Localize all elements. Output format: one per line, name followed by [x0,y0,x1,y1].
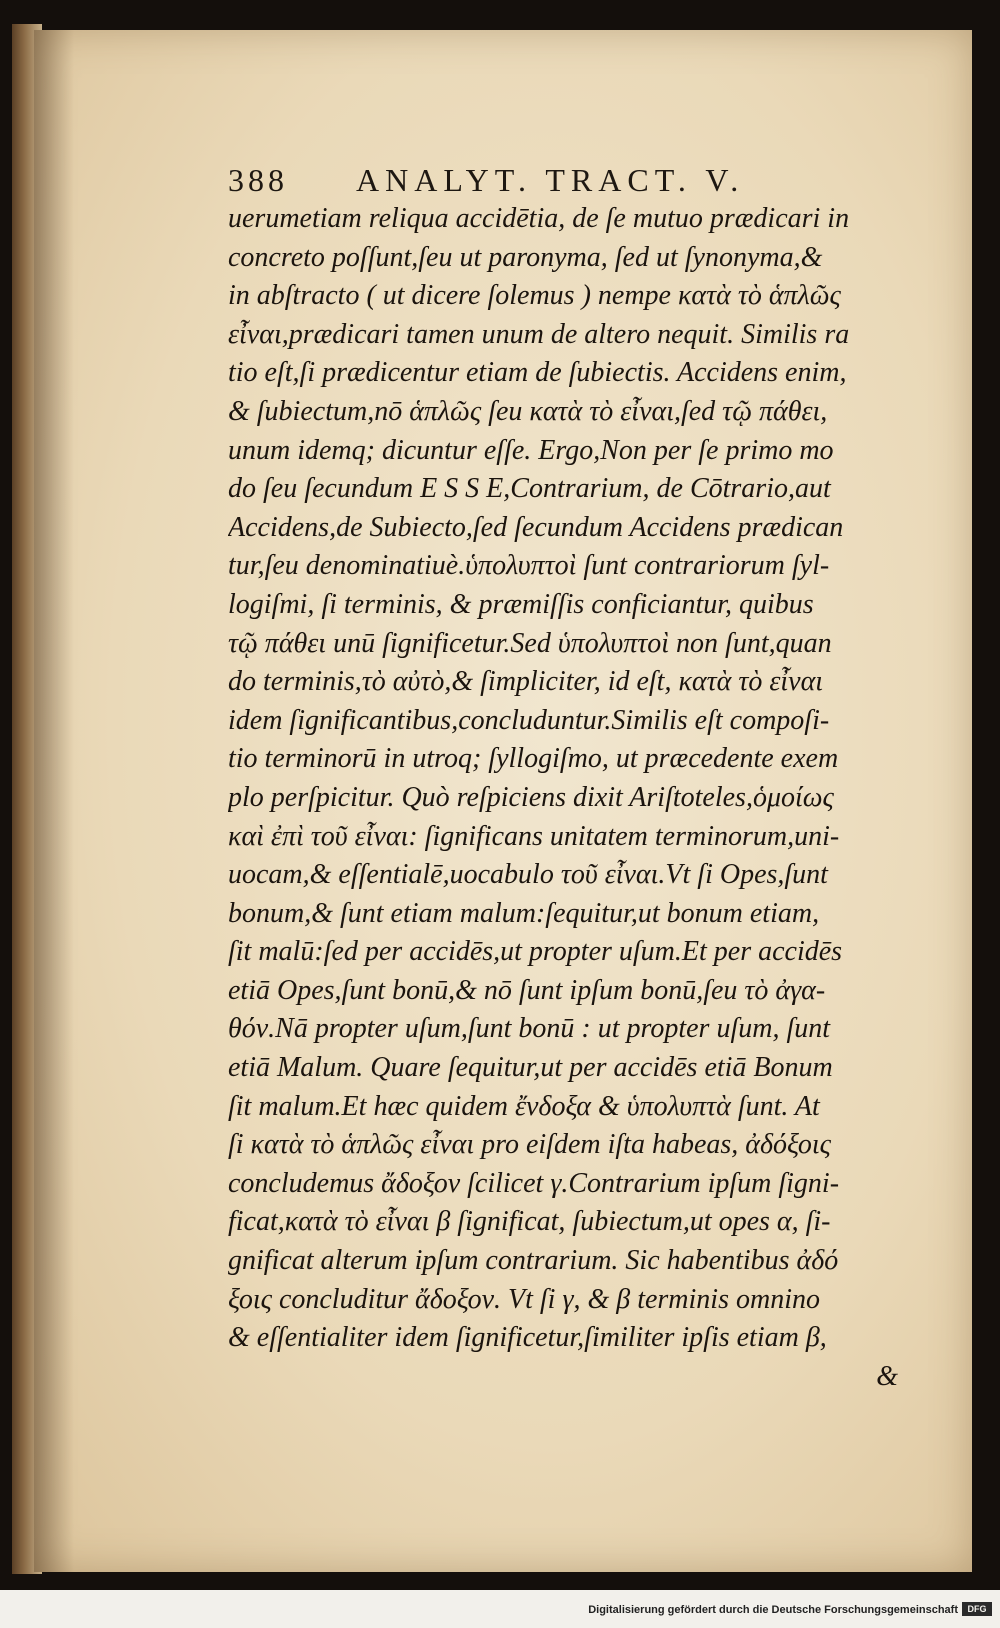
footer-bar [0,1596,1000,1628]
text-line: uocam,& eſſentialē,uocabulo τοῦ εἶναι.Vt ſi Opes,ſunt [228,859,828,891]
text-line: ſit malum.Et hæc quidem ἔνδοξα & ὑπολυπτὰ ſunt. At [228,1090,820,1122]
text-line: τῷ πάθει unū ſignificetur.Sed ὑπολυπτοὶ non ſunt,quan [228,627,832,659]
text-line: θόν.Nā propter uſum,ſunt bonū : ut propter uſum, ſunt [228,1013,830,1045]
text-line: & ſubiectum,nō ἁπλῶς ſeu κατὰ τὸ εἶναι,ſed τῷ πάθει, [228,395,828,427]
text-line: concreto poſſunt,ſeu ut paronyma, ſed ut ſynonyma,& [228,241,823,273]
text-line: tio eſt,ſi prædicentur etiam de ſubiectis. Accidens enim, [228,357,847,389]
text-line: ſi κατὰ τὸ ἁπλῶς εἶναι pro eiſdem iſta habeas, ἀδόξοις [228,1129,831,1161]
text-line: tio terminorū in utroq; ſyllogiſmo, ut præcedente exem [228,743,839,775]
text-line: ξοις concluditur ἄδοξον. Vt ſi γ, & β terminis omnino [228,1283,820,1315]
text-line: ſit malū:ſed per accidēs,ut propter uſum.Et per accidēs [228,936,843,968]
text-line: concludemus ἄδοξον ſcilicet γ.Contrarium ipſum ſigni- [228,1167,840,1199]
text-line: do ſeu ſecundum E S S E,Contrarium, de Cōtrario,aut [228,473,831,505]
text-line: logiſmi, ſi terminis, & præmiſſis conficiantur, quibus [228,588,814,620]
page-number: 388 [228,162,288,198]
text-line: plo perſpicitur. Quò reſpiciens dixit Ariſtoteles,ὁμοίως [228,781,834,813]
text-line: uerumetiam reliqua accidētia, de ſe mutuo prædicari in [228,203,850,234]
text-line: tur,ſeu denominatiuè.ὑπολυπτοὶ ſunt contrariorum ſyl- [228,550,830,582]
funding-credit: Digitalisierung gefördert durch die Deutsche Forschungsgemeinschaft [588,1604,958,1616]
text-line: bonum,& ſunt etiam malum:ſequitur,ut bonum etiam, [228,897,820,929]
text-line: etiā Opes,ſunt bonū,& nō ſunt ipſum bonū,ſeu τὸ ἀγα- [228,974,826,1006]
text-line: unum idemq; dicuntur eſſe. Ergo,Non per ſe primo mo [228,434,834,466]
dfg-logo: DFG [962,1602,992,1616]
text-line: εἶναι,prædicari tamen unum de altero nequit. Similis ra [228,318,850,350]
gutter-shadow [34,30,74,1572]
text-line: gnificat alterum ipſum contrarium. Sic habentibus ἀδό [228,1245,839,1277]
text-line: do terminis,τὸ αὐτὸ,& ſimpliciter, id eſt, κατὰ τὸ εἶναι [228,666,824,698]
running-title: ANALYT. TRACT. V. [356,162,745,198]
text-line: etiā Malum. Quare ſequitur,ut per accidēs etiā Bonum [228,1052,833,1084]
text-line: & eſſentialiter idem ſignificetur,ſimiliter ipſis etiam β, [228,1322,827,1354]
text-line: idem ſignificantibus,concluduntur.Similis eſt compoſi- [228,704,830,736]
text-line: ficat,κατὰ τὸ εἶναι β ſignificat, ſubiectum,ut opes α, ſi- [228,1206,831,1238]
catchword: & [876,1360,898,1392]
text-line: in abſtracto ( ut dicere ſolemus ) nempe κατὰ τὸ ἁπλῶς [228,280,841,312]
body-text [228,200,898,1396]
text-line: Accidens,de Subiecto,ſed ſecundum Accidens prædican [228,511,844,543]
text-line: καὶ ἐπὶ τοῦ εἶναι: ſignificans unitatem terminorum,uni- [228,820,840,852]
